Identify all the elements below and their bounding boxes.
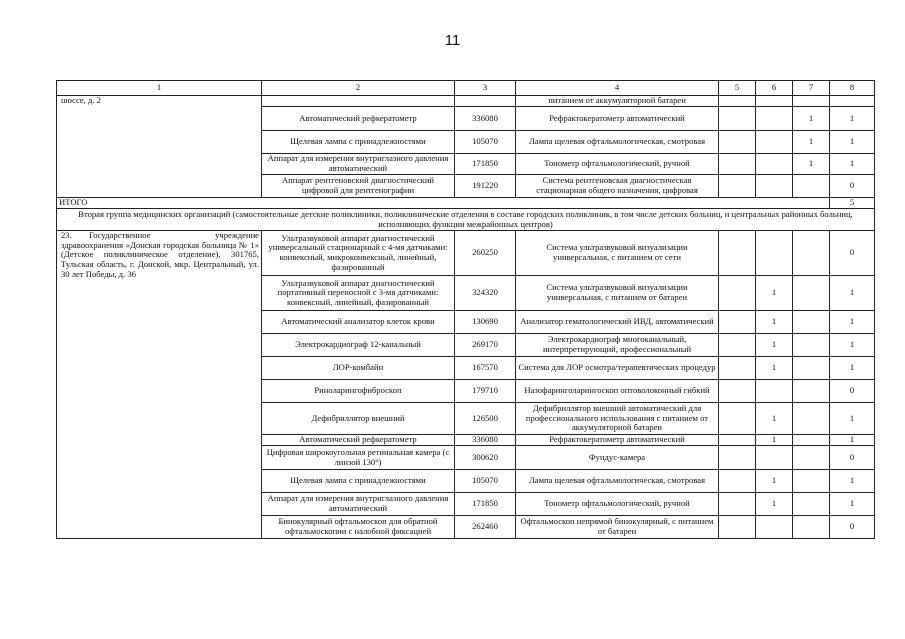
quantity-cell bbox=[793, 175, 830, 198]
code-cell: 336080 bbox=[455, 107, 516, 131]
header-cell: 8 bbox=[830, 81, 875, 96]
header-cell: 2 bbox=[262, 81, 455, 96]
device-name-cell: ЛОР-комбайн bbox=[262, 357, 455, 380]
device-name-cell: Ультразвуковой аппарат диагностический универсальный стационарный с 4-мя датчиками: конвексный, микроконвексный, линейный, фазированный bbox=[262, 231, 455, 276]
quantity-cell bbox=[793, 446, 830, 470]
quantity-cell: 0 bbox=[830, 516, 875, 539]
device-type-cell: Рефрактокератометр автоматический bbox=[516, 107, 719, 131]
quantity-cell bbox=[793, 380, 830, 403]
table-row bbox=[57, 209, 875, 231]
quantity-cell: 1 bbox=[830, 435, 875, 446]
quantity-cell: 1 bbox=[830, 276, 875, 311]
total-value: 5 bbox=[830, 198, 875, 209]
quantity-cell bbox=[756, 175, 793, 198]
quantity-cell: 0 bbox=[830, 446, 875, 470]
table-cell bbox=[262, 96, 455, 107]
quantity-cell bbox=[793, 516, 830, 539]
code-cell: 105070 bbox=[455, 470, 516, 493]
quantity-cell bbox=[756, 231, 793, 276]
device-type-cell: Система рентгеновская диагностическая стационарная общего назначения, цифровая bbox=[516, 175, 719, 198]
quantity-cell bbox=[719, 334, 756, 357]
quantity-cell: 1 bbox=[830, 357, 875, 380]
quantity-cell bbox=[719, 446, 756, 470]
table-cell bbox=[830, 96, 875, 107]
quantity-cell: 1 bbox=[830, 403, 875, 435]
quantity-cell bbox=[719, 435, 756, 446]
device-type-cell: Тонометр офтальмологический, ручной bbox=[516, 154, 719, 175]
quantity-cell bbox=[793, 493, 830, 516]
device-name-cell: Автоматический анализатор клеток крови bbox=[262, 311, 455, 334]
table-cell bbox=[793, 96, 830, 107]
quantity-cell: 1 bbox=[756, 334, 793, 357]
table-row bbox=[57, 96, 875, 107]
code-cell: 269170 bbox=[455, 334, 516, 357]
quantity-cell: 1 bbox=[830, 131, 875, 154]
header-cell: 1 bbox=[57, 81, 262, 96]
page-number: 11 bbox=[444, 32, 461, 49]
quantity-cell: 0 bbox=[830, 231, 875, 276]
device-type-cell: Электрокардиограф многоканальный, интерпретирующий, профессиональный bbox=[516, 334, 719, 357]
quantity-cell bbox=[719, 175, 756, 198]
quantity-cell: 1 bbox=[830, 493, 875, 516]
header-cell: 4 bbox=[516, 81, 719, 96]
device-type-cell: Офтальмоскоп непрямой бинокулярный, с питанием от батареи bbox=[516, 516, 719, 539]
quantity-cell: 1 bbox=[830, 154, 875, 175]
device-type-cell: Назофаринголарингоскоп оптоволоконный гибкий bbox=[516, 380, 719, 403]
code-cell: 171850 bbox=[455, 154, 516, 175]
code-cell: 179710 bbox=[455, 380, 516, 403]
quantity-cell: 1 bbox=[756, 276, 793, 311]
quantity-cell: 1 bbox=[756, 311, 793, 334]
device-type-cell: Фундус-камера bbox=[516, 446, 719, 470]
table-cell bbox=[756, 96, 793, 107]
quantity-cell bbox=[719, 357, 756, 380]
quantity-cell: 1 bbox=[756, 470, 793, 493]
device-name-cell: Ультразвуковой аппарат диагностический портативный переносной с 3-мя датчиками: конвексный, линейный, фазированный bbox=[262, 276, 455, 311]
quantity-cell: 1 bbox=[756, 403, 793, 435]
device-type-cell: Дефибриллятор внешний автоматический для профессионального использования с питанием от аккумуляторной батареи bbox=[516, 403, 719, 435]
header-row bbox=[57, 81, 875, 96]
quantity-cell bbox=[756, 107, 793, 131]
device-name-cell: Щелевая лампа с принадлежностями bbox=[262, 131, 455, 154]
code-cell: 105070 bbox=[455, 131, 516, 154]
quantity-cell bbox=[793, 470, 830, 493]
quantity-cell: 0 bbox=[830, 380, 875, 403]
device-name-cell: Автоматический рефкератометр bbox=[262, 107, 455, 131]
device-type-cell: Рефрактокератометр автоматический bbox=[516, 435, 719, 446]
device-type-cell: Лампа щелевая офтальмологическая, смотровая bbox=[516, 470, 719, 493]
device-name-cell: Цифровая широкоугольная ретинальная камера (с линзой 130°) bbox=[262, 446, 455, 470]
quantity-cell bbox=[756, 131, 793, 154]
quantity-cell bbox=[793, 357, 830, 380]
quantity-cell bbox=[793, 334, 830, 357]
quantity-cell bbox=[719, 403, 756, 435]
code-cell: 336080 bbox=[455, 435, 516, 446]
device-name-cell: Автоматический рефкератометр bbox=[262, 435, 455, 446]
device-type-cell: Тонометр офтальмологический, ручной bbox=[516, 493, 719, 516]
quantity-cell: 1 bbox=[830, 470, 875, 493]
code-cell: 126500 bbox=[455, 403, 516, 435]
device-name-cell: Дефибриллятор внешний bbox=[262, 403, 455, 435]
quantity-cell bbox=[793, 403, 830, 435]
table-row bbox=[57, 198, 875, 209]
device-name-cell: Риноларингофиброскоп bbox=[262, 380, 455, 403]
quantity-cell: 1 bbox=[830, 311, 875, 334]
quantity-cell bbox=[793, 276, 830, 311]
quantity-cell: 1 bbox=[756, 435, 793, 446]
quantity-cell bbox=[793, 231, 830, 276]
quantity-cell: 1 bbox=[756, 493, 793, 516]
device-type-cell: питанием от аккумуляторной батареи bbox=[516, 96, 719, 107]
quantity-cell bbox=[793, 435, 830, 446]
quantity-cell bbox=[719, 380, 756, 403]
quantity-cell: 1 bbox=[793, 154, 830, 175]
quantity-cell bbox=[719, 276, 756, 311]
quantity-cell bbox=[719, 231, 756, 276]
code-cell: 191220 bbox=[455, 175, 516, 198]
device-type-cell: Система ультразвуковой визуализации универсальная, с питанием от батареи bbox=[516, 276, 719, 311]
table-row bbox=[57, 231, 875, 276]
device-type-cell: Система для ЛОР осмотра/терапевтических процедур bbox=[516, 357, 719, 380]
equipment-table bbox=[56, 80, 875, 539]
quantity-cell: 1 bbox=[830, 107, 875, 131]
quantity-cell bbox=[719, 154, 756, 175]
organization-details: Государственное учреждение здравоохранения «Донская городская больница № 1» (Детское поликлиническое отделение), 301765, Тульская область, г. Донской, мкр. Центральный, ул. 30 лет Победы, д. 36 bbox=[61, 230, 259, 279]
quantity-cell: 1 bbox=[793, 131, 830, 154]
code-cell: 260250 bbox=[455, 231, 516, 276]
quantity-cell bbox=[719, 107, 756, 131]
organization-cell bbox=[57, 231, 262, 539]
quantity-cell bbox=[756, 380, 793, 403]
group-heading: Вторая группа медицинских организаций (самостоятельные детские поликлиники, поликлинические отделения в составе городских поликлиник, в том числе детских больниц, и центральных районных больниц, исполняющих функции межрайонных центров) bbox=[57, 209, 875, 231]
code-cell: 167570 bbox=[455, 357, 516, 380]
quantity-cell bbox=[719, 493, 756, 516]
address-continuation: шоссе, д. 2 bbox=[57, 96, 262, 198]
code-cell: 130690 bbox=[455, 311, 516, 334]
quantity-cell: 1 bbox=[756, 357, 793, 380]
table-cell bbox=[719, 96, 756, 107]
quantity-cell: 1 bbox=[830, 334, 875, 357]
device-name-cell: Электрокардиограф 12-канальный bbox=[262, 334, 455, 357]
device-name-cell: Бинокулярный офтальмоскоп для обратной офтальмоскопии с налобной фиксацией bbox=[262, 516, 455, 539]
code-cell: 262460 bbox=[455, 516, 516, 539]
organization-number: 23. bbox=[61, 230, 72, 240]
quantity-cell bbox=[756, 446, 793, 470]
code-cell: 324320 bbox=[455, 276, 516, 311]
device-name-cell: Аппарат рентгеновский диагностический цифровой для рентгенографии bbox=[262, 175, 455, 198]
quantity-cell bbox=[756, 154, 793, 175]
header-cell: 3 bbox=[455, 81, 516, 96]
header-cell: 5 bbox=[719, 81, 756, 96]
device-name-cell: Аппарат для измерения внутриглазного давления автоматический bbox=[262, 493, 455, 516]
device-type-cell: Лампа щелевая офтальмологическая, смотровая bbox=[516, 131, 719, 154]
code-cell: 171850 bbox=[455, 493, 516, 516]
total-label: ИТОГО bbox=[57, 198, 830, 209]
device-name-cell: Аппарат для измерения внутриглазного давления автоматический bbox=[262, 154, 455, 175]
device-type-cell: Анализатор гематологический ИВД, автоматический bbox=[516, 311, 719, 334]
quantity-cell bbox=[793, 311, 830, 334]
quantity-cell bbox=[719, 131, 756, 154]
table-cell bbox=[455, 96, 516, 107]
quantity-cell bbox=[719, 516, 756, 539]
quantity-cell: 1 bbox=[793, 107, 830, 131]
quantity-cell bbox=[719, 311, 756, 334]
header-cell: 7 bbox=[793, 81, 830, 96]
quantity-cell bbox=[719, 470, 756, 493]
header-cell: 6 bbox=[756, 81, 793, 96]
device-type-cell: Система ультразвуковой визуализации универсальная, с питанием от сети bbox=[516, 231, 719, 276]
code-cell: 300620 bbox=[455, 446, 516, 470]
quantity-cell: 0 bbox=[830, 175, 875, 198]
quantity-cell bbox=[756, 516, 793, 539]
device-name-cell: Щелевая лампа с принадлежностями bbox=[262, 470, 455, 493]
